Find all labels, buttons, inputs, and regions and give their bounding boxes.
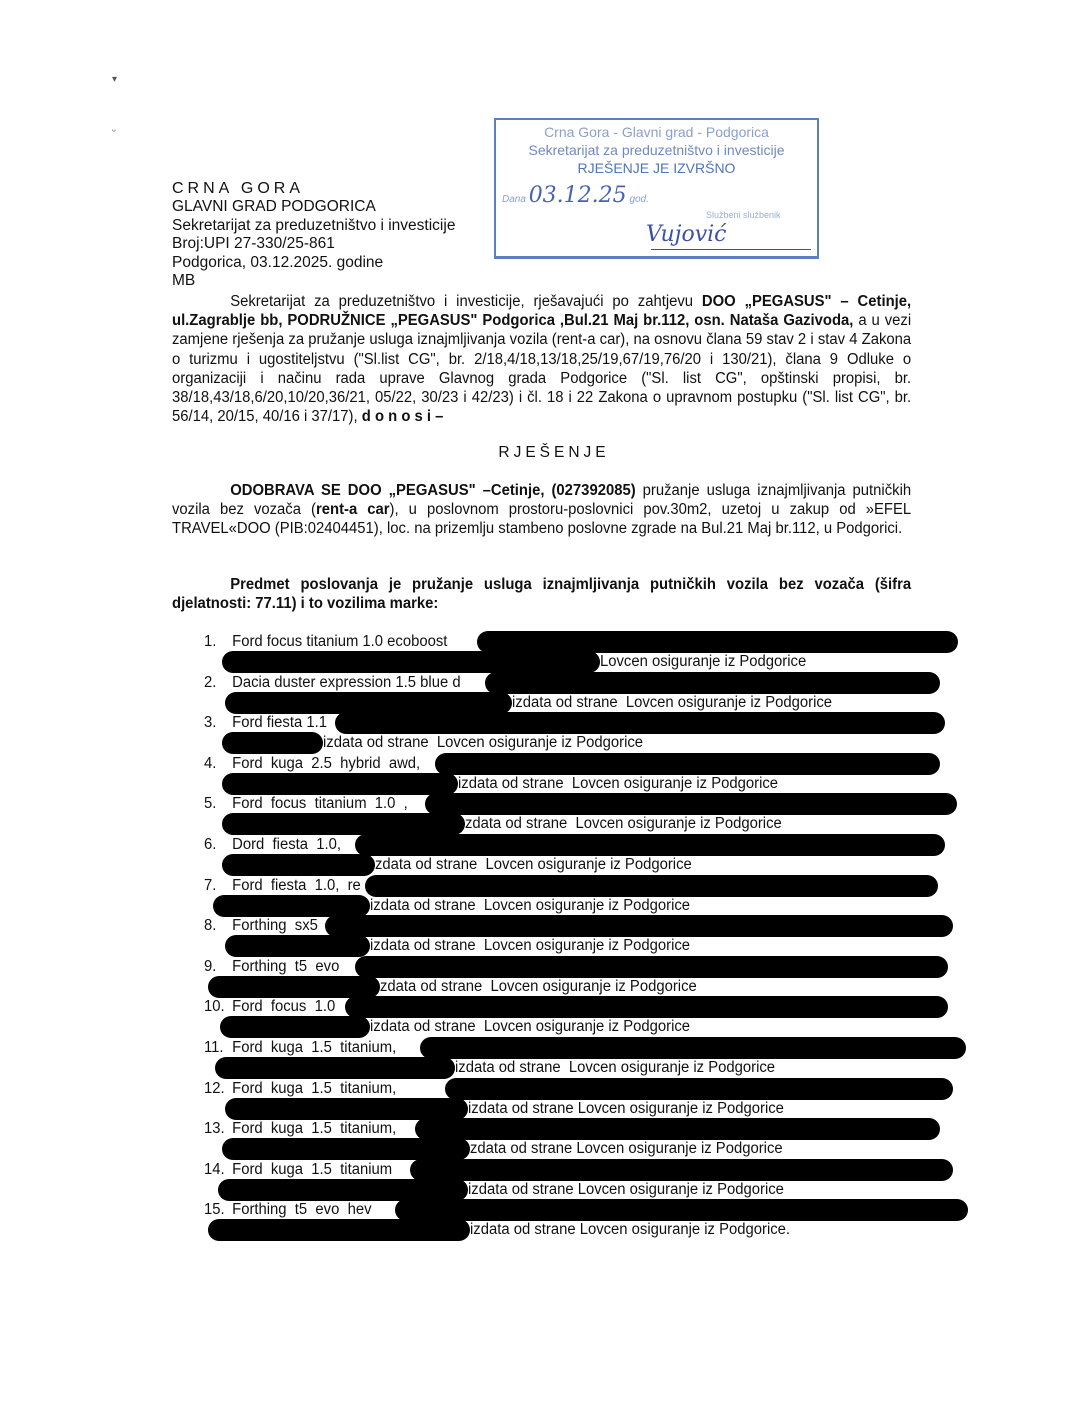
decision-text2: ), u poslovnom prostoru-poslovnici pov.30m2, uzetoj u zakup od »EFEL TRAVEL«DOO (PIB:02404451), loc. na prizemlju stambeno poslovne zgrade na Bul.21 Maj br.112, u Podgorici.	[172, 501, 912, 538]
signature: Vujović	[646, 222, 727, 247]
vehicle-model: Forthing sx5	[232, 917, 318, 935]
scan-mark: ▾	[112, 74, 118, 85]
initials: MB	[172, 272, 196, 290]
vehicle-model: Ford focus 1.0	[232, 998, 336, 1016]
vehicle-model: Ford focus titanium 1.0 ,	[232, 795, 408, 813]
vehicle-number: 4.	[204, 754, 217, 772]
vehicle-number: 1.	[204, 633, 217, 650]
vehicle-number: 12.	[204, 1079, 225, 1097]
vehicle-number: 15.	[204, 1201, 225, 1219]
vehicle-number: 6.	[204, 836, 217, 853]
vehicle-model: Forthing t5 evo hev	[232, 1201, 372, 1219]
vehicle-issuer: izdata od strane Lovcen osiguranje iz Podgorice	[458, 774, 779, 792]
vehicle-item	[204, 1039, 396, 1057]
vehicle-model: Ford fiesta 1.0, re	[232, 876, 361, 894]
redaction-bar	[325, 915, 953, 937]
redaction-bar	[395, 1199, 968, 1221]
decision-title: RJEŠENJE	[498, 444, 610, 461]
vehicle-number: 13.	[204, 1120, 225, 1138]
redaction-bar	[420, 1037, 966, 1059]
vehicle-model: Ford kuga 1.5 titanium,	[232, 1039, 397, 1056]
vehicle-issuer: zdata od strane Lovcen osiguranje iz Podgorice	[470, 1140, 783, 1158]
vehicle-item	[204, 795, 408, 813]
vehicle-issuer: izdata od strane Lovcen osiguranje iz Podgorice	[370, 1018, 691, 1036]
vehicle-number: 8.	[204, 917, 217, 935]
redaction-bar	[225, 692, 512, 714]
stamp-date-value: 03.12.25	[528, 183, 627, 208]
vehicle-issuer: izdata od strane Lovcen osiguranje iz Podgorice	[323, 734, 644, 752]
redaction-bar	[220, 1016, 370, 1038]
vehicle-issuer: zdata od strane Lovcen osiguranje iz Podgorice	[375, 856, 692, 873]
stamp-official-label: Službeni službenik	[706, 210, 781, 220]
country: CRNA GORA	[172, 180, 305, 197]
redaction-bar	[345, 996, 948, 1018]
vehicle-item	[204, 1080, 396, 1098]
subject-paragraph: Predmet poslovanja je pružanje usluga iznajmljivanja putničkih vozila bez vozača (šifra djelatnosti: 77.11) i to vozilima marke:	[172, 576, 912, 613]
redaction-bar	[208, 976, 380, 998]
stamp-line1: Crna Gora - Glavni grad - Podgorica	[544, 124, 769, 140]
vehicle-model: Ford kuga 1.5 titanium,	[232, 1079, 397, 1097]
stamp-date	[502, 182, 649, 214]
vehicle-item	[204, 836, 341, 854]
place-date: Podgorica, 03.12.2025. godine	[172, 253, 384, 271]
redaction-bar	[215, 1057, 455, 1079]
vehicle-issuer: izdata od strane Lovcen osiguranje iz Podgorice.	[470, 1221, 791, 1239]
decision-text: pružanje usluga iznajmljivanja putničkih vozila bez vozača (	[172, 482, 912, 519]
redaction-bar	[445, 1078, 953, 1100]
vehicle-number: 5.	[204, 795, 217, 813]
vehicle-item	[204, 1201, 372, 1219]
redaction-bar	[222, 773, 458, 795]
vehicle-item	[204, 1161, 392, 1179]
vehicle-number: 3.	[204, 714, 217, 732]
redaction-bar	[208, 1219, 470, 1241]
redaction-bar	[425, 793, 957, 815]
intro-legal-basis: a u vezi zamjene rješenja za pružanje usluga iznajmljivanja vozila (rent-a car), na osnovu člana 59 stav 2 i stav 4 Zakona o turizmu i ugostiteljstvu ("Sl.list CG", br. 2/18,4/18,13/18,25/19,67/19,76/20 i 130/21), člana 9 Odluke o organizaciji i načinu rada uprave Glavnog grada Podgorice ("Sl. list CG", opštinski propisi, br. 38/18,43/18,6/20,10/20,36/21, 05/22, 30/23 i 42/23) i čl. 18 i 22 Zakona o upravnom postupku ("Sl. list CG", br. 56/14, 20/15, 40/16 i 37/17),	[172, 312, 912, 426]
vehicle-number: 10.	[204, 998, 225, 1016]
vehicle-item	[204, 1120, 396, 1138]
vehicle-issuer: izdata od strane Lovcen osiguranje iz Podgorice	[512, 693, 833, 711]
redaction-bar	[222, 732, 323, 754]
vehicle-item	[204, 674, 461, 692]
vehicle-item	[204, 998, 335, 1016]
vehicle-number: 11.	[204, 1039, 224, 1056]
redaction-bar	[355, 956, 948, 978]
vehicle-number: 9.	[204, 957, 217, 975]
stamp-date-suffix: god.	[629, 194, 649, 205]
vehicle-model: Ford kuga 1.5 titanium,	[232, 1120, 397, 1138]
vehicle-model: Ford kuga 1.5 titanium	[232, 1160, 393, 1178]
redaction-bar	[335, 712, 945, 734]
signature-line	[651, 249, 811, 250]
redaction-bar	[365, 875, 938, 897]
decision-rentacar: rent-a car	[315, 501, 390, 519]
redaction-bar	[415, 1118, 940, 1140]
vehicle-issuer: Lovcen osiguranje iz Podgorice	[600, 653, 807, 670]
vehicle-issuer: zdata od strane Lovcen osiguranje iz Podgorice	[465, 815, 782, 833]
vehicle-model: Ford fiesta 1.1	[232, 714, 327, 732]
intro-paragraph	[172, 292, 911, 426]
intro-applicant: DOO „PEGASUS" – Cetinje, ul.Zagrablje bb, PODRUŽNICE „PEGASUS" Podgorica ,Bul.21 Maj br.112, osn. Nataša Gazivoda,	[172, 293, 912, 330]
stamp-date-label: Dana	[502, 194, 526, 205]
redaction-bar	[477, 631, 958, 653]
vehicle-item	[204, 917, 318, 935]
document-number: Broj:UPI 27-330/25-861	[172, 235, 335, 253]
intro-donosi: d o n o s i –	[361, 408, 444, 426]
redaction-bar	[435, 753, 940, 775]
intro-text: Sekretarijat za preduzetništvo i investicije, rješavajući po zahtjevu	[230, 293, 702, 310]
redaction-bar	[222, 651, 600, 673]
scan-mark: ᵕ	[112, 126, 116, 137]
vehicle-number: 2.	[204, 673, 217, 691]
stamp-line2: Sekretarijat za preduzetništvo i investicije	[528, 142, 785, 158]
redaction-bar	[410, 1159, 953, 1181]
stamp-line3: RJEŠENJE JE IZVRŠNO	[577, 160, 736, 176]
redaction-bar	[355, 834, 945, 856]
vehicle-issuer: izdata od strane Lovcen osiguranje iz Podgorice	[370, 937, 691, 955]
vehicle-item	[204, 633, 447, 651]
vehicle-model: Ford focus titanium 1.0 ecoboost	[232, 633, 448, 650]
vehicle-item	[204, 958, 339, 976]
vehicle-issuer: izdata od strane Lovcen osiguranje iz Podgorice	[455, 1059, 776, 1076]
letterhead	[172, 180, 455, 290]
vehicle-issuer: izdata od strane Lovcen osiguranje iz Podgorice	[370, 896, 691, 914]
vehicle-number: 14.	[204, 1160, 225, 1178]
vehicle-item	[204, 714, 327, 732]
decision-approval: ODOBRAVA SE DOO „PEGASUS" –Cetinje, (027392085)	[230, 482, 636, 499]
executive-stamp	[494, 118, 819, 259]
vehicle-model: Forthing t5 evo	[232, 957, 340, 975]
redaction-bar	[225, 1098, 468, 1120]
department: Sekretarijat za preduzetništvo i investicije	[172, 216, 456, 234]
vehicle-model: Dacia duster expression 1.5 blue d	[232, 673, 461, 691]
redaction-bar	[222, 854, 375, 876]
redaction-bar	[225, 935, 370, 957]
redaction-bar	[485, 672, 940, 694]
vehicle-model: Ford kuga 2.5 hybrid awd,	[232, 754, 421, 772]
vehicle-issuer: zdata od strane Lovcen osiguranje iz Podgorice	[380, 977, 697, 995]
vehicle-issuer: izdata od strane Lovcen osiguranje iz Podgorice	[468, 1180, 784, 1198]
vehicle-issuer: izdata od strane Lovcen osiguranje iz Podgorice	[468, 1099, 784, 1117]
vehicle-item	[204, 755, 420, 773]
redaction-bar	[218, 1179, 468, 1201]
redaction-bar	[222, 1138, 470, 1160]
vehicle-item	[204, 877, 361, 895]
redaction-bar	[222, 813, 465, 835]
vehicle-model: Dord fiesta 1.0,	[232, 836, 341, 853]
decision-paragraph	[172, 481, 911, 539]
redaction-bar	[213, 895, 370, 917]
vehicle-number: 7.	[204, 876, 217, 894]
city: GLAVNI GRAD PODGORICA	[172, 198, 376, 216]
